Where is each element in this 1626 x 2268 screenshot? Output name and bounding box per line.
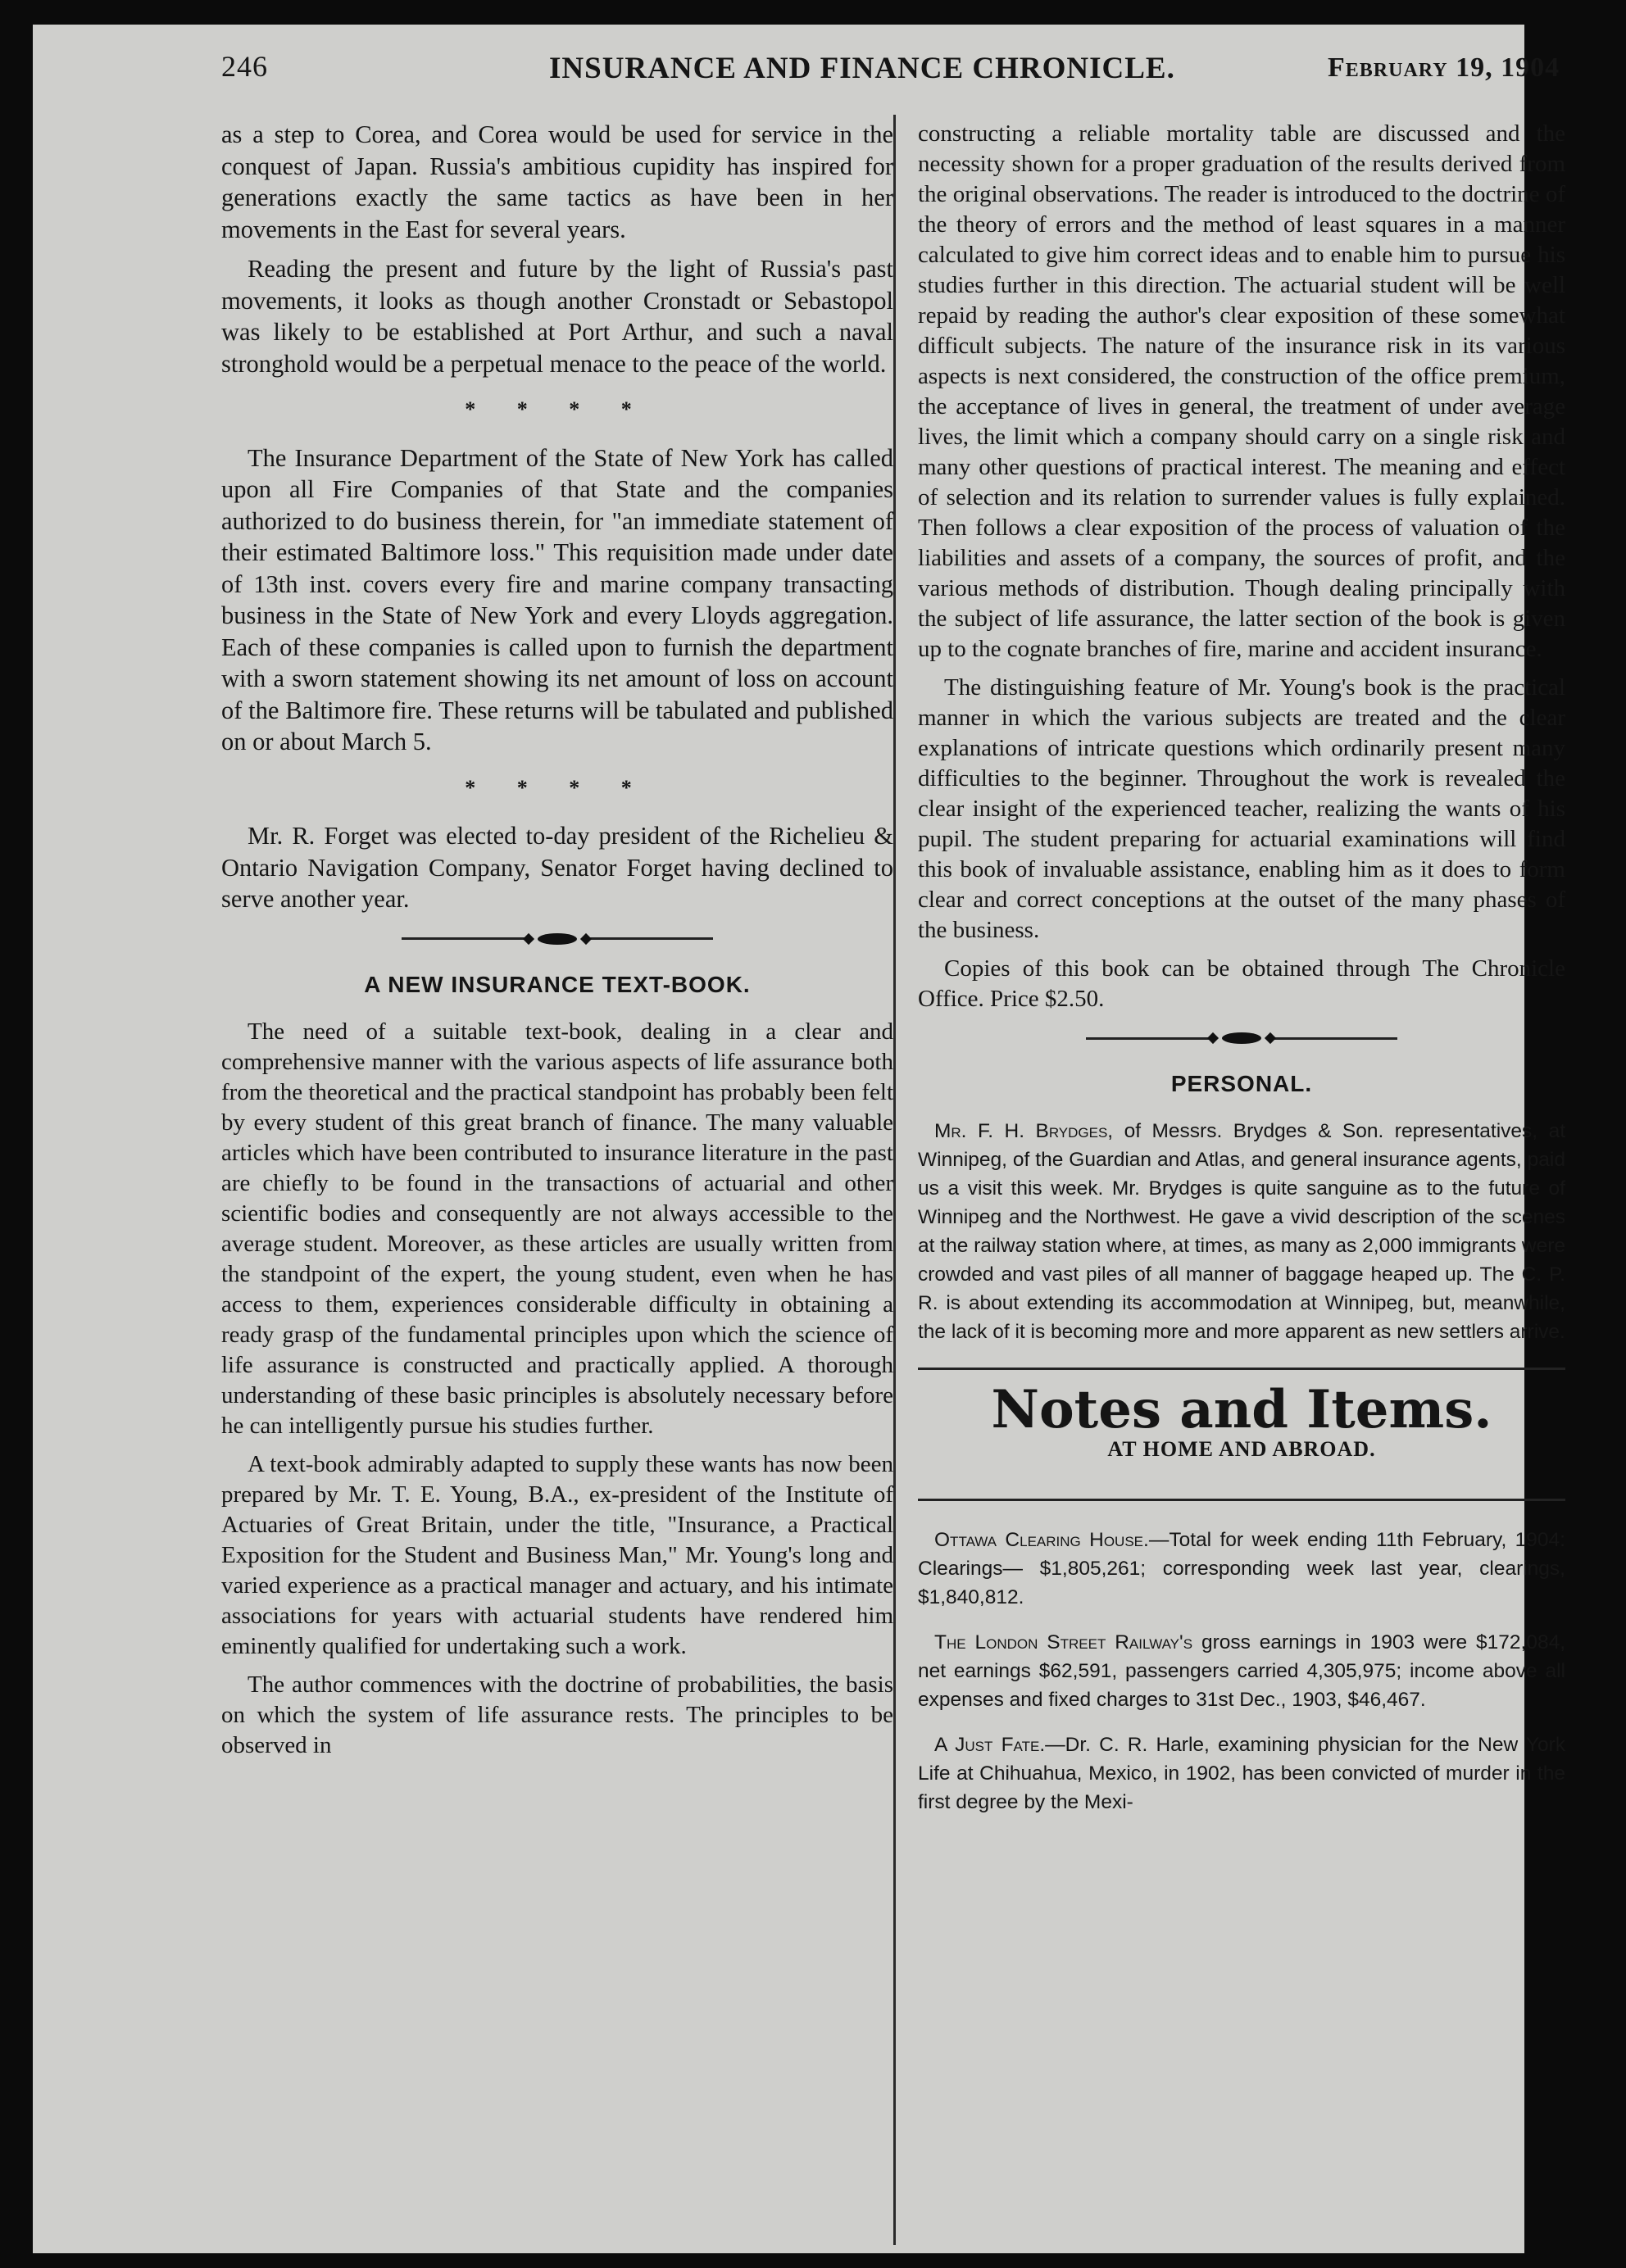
paragraph: A text-book admirably adapted to supply these wants has now been prepared by Mr. T. E. Young, B.A., ex-president of the Institute of Actuaries of Great Britain, under the title, "Insurance, a Practical Exposition for the Student and Business Man," Mr. Young's long and varied experience as a practical manager and actuary, and his intimate associations for years with actuarial students have rendered him eminently qualified for undertaking such a work. [221, 1451, 893, 1659]
news-lead: The London Street Railway's [934, 1631, 1193, 1653]
personal-paragraph [918, 1117, 1565, 1346]
rule [918, 1499, 1565, 1501]
ornament-divider [918, 1032, 1565, 1044]
personal-heading: PERSONAL. [1170, 1071, 1313, 1096]
paragraph: Mr. R. Forget was elected to-day president of the Richelieu & Ontario Navigation Company, Senator Forget having declined to serve another year. [221, 822, 893, 913]
news-lead: Ottawa Clearing House. [934, 1528, 1149, 1551]
issue-date: February 19, 1904 [1328, 52, 1560, 83]
personal-lead: Mr. F. H. Brydges, [934, 1119, 1114, 1142]
left-column [221, 119, 893, 1761]
news-body: gross earnings in 1903 were $172,084, net earnings $62,591, passengers carried 4,305,975; income above all expenses and fixed charges to 31st Dec., 1903, $46,467. [918, 1631, 1565, 1711]
rule [918, 1368, 1565, 1370]
paragraph: Copies of this book can be obtained through The Chronicle Office. Price $2.50. [918, 955, 1565, 1012]
news-item [918, 1730, 1565, 1817]
notes-title: Notes and Items. [991, 1378, 1492, 1440]
notes-subtitle: AT HOME AND ABROAD. [1107, 1437, 1376, 1461]
ornament-divider [221, 933, 893, 945]
section-stars: * * * * [465, 397, 650, 421]
page-number: 246 [221, 50, 268, 83]
paragraph: The need of a suitable text-book, dealing in a clear and comprehensive manner with the various aspects of life assurance both from the theoretical and the practical standpoint has probably been felt by every student of this great branch of finance. The many valuable articles which have been contributed to insurance literature in the past are chiefly to be found in the transactions of actuarial and other scientific bodies and consequently are not always accessible to the average student. Moreover, as these articles are usually written from the standpoint of the expert, the young student, even when he has access to them, experiences considerable difficulty in obtaining a ready grasp of the fundamental principles upon which the science of life assurance is constructed and practically applied. A thorough understanding of these basic principles is absolutely necessary before he can intelligently pursue his studies further. [221, 1018, 893, 1439]
news-item [918, 1628, 1565, 1714]
page-header [221, 43, 1574, 100]
right-column [893, 119, 1565, 1825]
news-body: —Dr. C. R. Harle, examining physician for the New York Life at Chihuahua, Mexico, in 1902, has been convicted of murder in the first degree by the Mexi- [918, 1733, 1565, 1813]
paragraph: The author commences with the doctrine of probabilities, the basis on which the system of life assurance rests. The principles to be observed in [221, 1672, 893, 1758]
paragraph: as a step to Corea, and Corea would be used for service in the conquest of Japan. Russia's ambitious cupidity has inspired for generations exactly the same tactics as have been in her movements in the East for several years. [221, 120, 893, 243]
news-lead: A Just Fate. [934, 1733, 1046, 1756]
article-heading: A NEW INSURANCE TEXT-BOOK. [364, 971, 751, 997]
paragraph: Reading the present and future by the light of Russia's past movements, it looks as though another Cronstadt or Sebastopol was likely to be established at Port Arthur, and such a naval stronghold would be a perpetual menace to the peace of the world. [221, 255, 893, 378]
paragraph: constructing a reliable mortality table are discussed and the necessity shown for a proper graduation of the results derived from the original observations. The reader is introduced to the doctrine of the theory of errors and the method of least squares in a manner calculated to give him correct ideas and to enable him to pursue his studies further in this direction. The actuarial student will be well repaid by reading the author's clear exposition of these somewhat difficult subjects. The nature of the insurance risk in its various aspects is next considered, the construction of the office premium, the acceptance of lives in general, the treatment of under average lives, the limit which a company should carry on a single risk and many other questions of practical interest. The meaning and effect of selection and its relation to surrender values is fully explained. Then follows a clear exposition of the process of valuation of the liabilities and assets of a company, the sources of profit, and the various methods of distribution. Though dealing principally with the subject of life assurance, the latter section of the book is given up to the cognate branches of fire, marine and accident insurance. [918, 120, 1565, 662]
publication-title: INSURANCE AND FINANCE CHRONICLE. [549, 52, 1175, 85]
section-stars: * * * * [465, 775, 650, 800]
paragraph: The distinguishing feature of Mr. Young's book is the practical manner in which the various subjects are treated and the clear explanations of intricate questions which ordinarily present many difficulties to the beginner. Throughout the work is revealed the clear insight of the experienced teacher, realizing the wants of his pupil. The student preparing for actuarial examinations will find this book of invaluable assistance, enabling him as it does to form clear and correct conceptions at the outset of the many phases of the business. [918, 674, 1565, 943]
news-body: —Total for week ending 11th February, 1904: Clearings— $1,805,261; corresponding week last year, clearings, $1,840,812. [918, 1528, 1565, 1608]
personal-body: of Messrs. Brydges & Son. representatives, at Winnipeg, of the Guardian and Atlas, and general insurance agents, paid us a visit this week. Mr. Brydges is quite sanguine as to the future of Winnipeg and the Northwest. He gave a vivid description of the scenes at the railway station where, at times, as many as 2,000 immigrants were crowded and vast piles of all manner of baggage heaped up. The C. P. R. is about extending its accommodation at Winnipeg, but, meanwhile, the lack of it is becoming more and more apparent as new settlers arrive. [918, 1119, 1566, 1343]
newspaper-page [33, 25, 1566, 2253]
paragraph: The Insurance Department of the State of New York has called upon all Fire Companies of that State and the companies authorized to do business therein, for "an immediate statement of their estimated Baltimore loss." This requisition made under date of 13th inst. covers every fire and marine company transacting business in the State of New York and every Lloyds aggregation. Each of these companies is called upon to furnish the department with a sworn statement showing its net amount of loss on account of the Baltimore fire. These returns will be tabulated and published on or about March 5. [221, 443, 893, 755]
news-item [918, 1526, 1565, 1612]
